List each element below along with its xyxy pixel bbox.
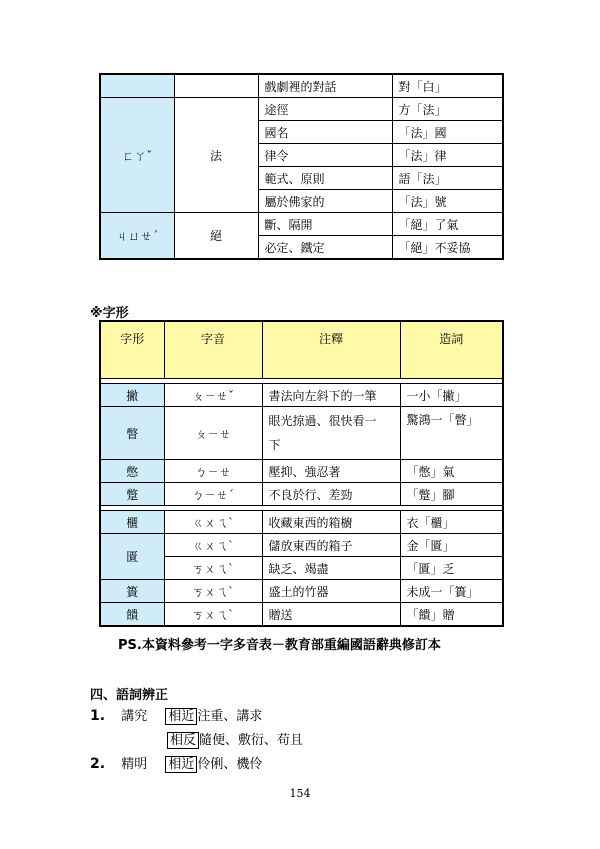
header-glyph: 字形 [100, 321, 164, 379]
char-cell: 絕 [174, 213, 258, 260]
word-cell: 「蹩」腳 [400, 483, 503, 506]
table-row [100, 534, 503, 557]
note-cell [262, 407, 400, 460]
table-row [100, 580, 503, 603]
table-row [100, 384, 503, 407]
glyph-cell: 櫃 [100, 511, 164, 534]
glyph-cell: 撇 [100, 384, 164, 407]
word-cell: 一小「撇」 [400, 384, 503, 407]
item-number: 2. [90, 756, 106, 772]
glyph-cell: 匱 [100, 534, 164, 580]
word-cell: 驚鴻一「瞥」 [400, 407, 503, 460]
list-item [90, 705, 262, 724]
meaning-cell: 斷、隔開 [258, 213, 392, 236]
relation-text: 伶俐、機伶 [197, 757, 263, 772]
meaning-cell: 範式、原則 [258, 167, 392, 190]
page-number: 154 [289, 787, 311, 800]
header-sound: 字音 [164, 321, 262, 379]
item-word: 精明 [121, 757, 148, 772]
word-cell: 「饋」贈 [400, 603, 503, 627]
word-cell: 「法」號 [392, 190, 503, 213]
meaning-cell: 屬於佛家的 [258, 190, 392, 213]
section4-heading: 四、語詞辨正 [90, 688, 169, 703]
glyph-cell: 憋 [100, 460, 164, 483]
word-cell: 未成一「簣」 [400, 580, 503, 603]
meaning-cell: 戲劇裡的對話 [258, 74, 392, 98]
sound-cell: ㄎㄨㄟˋ [164, 603, 262, 627]
relation-tag: 相近 [165, 756, 197, 773]
meaning-cell: 途徑 [258, 98, 392, 121]
meaning-cell: 國名 [258, 121, 392, 144]
sound-cell: ㄎㄨㄟˋ [164, 580, 262, 603]
reference-note: PS.本資料參考一字多音表－教育部重編國語辭典修訂本 [118, 638, 441, 653]
table-row [100, 483, 503, 506]
list-item [167, 729, 303, 748]
note-cell: 盛土的竹器 [262, 580, 400, 603]
glyph-table [99, 320, 504, 627]
header-note: 注釋 [262, 321, 400, 379]
word-cell: 對「白」 [392, 74, 503, 98]
word-cell: 「法」國 [392, 121, 503, 144]
word-cell: 衣「櫃」 [400, 511, 503, 534]
header-word: 造詞 [400, 321, 503, 379]
meaning-cell: 必定、鐵定 [258, 236, 392, 260]
char-cell [174, 74, 258, 98]
note-line: 下 [268, 438, 281, 452]
relation-tag: 相反 [167, 732, 199, 749]
word-cell: 「法」律 [392, 144, 503, 167]
relation-tag: 相近 [165, 708, 197, 725]
word-cell: 「憋」氣 [400, 460, 503, 483]
item-word: 講究 [121, 709, 148, 724]
sound-cell: ㄎㄨㄟˋ [164, 557, 262, 580]
table-row [100, 98, 503, 121]
note-cell: 書法向左斜下的一筆 [262, 384, 400, 407]
note-line: 眼光掠過、很快看一 [268, 414, 377, 428]
sound-cell: ㄅㄧㄝ [164, 460, 262, 483]
sound-cell: ㄍㄨㄟˋ [164, 511, 262, 534]
glyph-cell: 蹩 [100, 483, 164, 506]
glyph-cell: 饋 [100, 603, 164, 627]
note-cell: 收藏東西的箱櫥 [262, 511, 400, 534]
table-row [100, 511, 503, 534]
note-cell: 缺乏、竭盡 [262, 557, 400, 580]
word-cell: 「絕」了氣 [392, 213, 503, 236]
sound-cell: ㄆㄧㄝ [164, 407, 262, 460]
word-cell: 「絕」不妥協 [392, 236, 503, 260]
table-row [100, 74, 503, 98]
table-row [100, 213, 503, 236]
sound-cell: ㄍㄨㄟˋ [164, 534, 262, 557]
char-cell: 法 [174, 98, 258, 213]
note-cell: 贈送 [262, 603, 400, 627]
glyph-section-heading: ※字形 [90, 306, 129, 321]
sound-cell: ㄆㄧㄝˇ [164, 384, 262, 407]
glyph-cell: 瞥 [100, 407, 164, 460]
zhuyin-cell: ㄐㄩㄝˊ [100, 213, 174, 260]
word-cell: 「匱」乏 [400, 557, 503, 580]
table-header-row [100, 321, 503, 379]
relation-text: 注重、講求 [197, 709, 263, 724]
table-row [100, 460, 503, 483]
glyph-cell: 簣 [100, 580, 164, 603]
pronunciation-table [99, 73, 504, 260]
zhuyin-cell [100, 74, 174, 98]
meaning-cell: 律令 [258, 144, 392, 167]
word-cell: 語「法」 [392, 167, 503, 190]
table-row [100, 603, 503, 627]
item-number: 1. [90, 708, 106, 724]
table-row [100, 407, 503, 460]
sound-cell: ㄅㄧㄝˊ [164, 483, 262, 506]
word-cell: 金「匱」 [400, 534, 503, 557]
list-item [90, 753, 262, 772]
word-cell: 方「法」 [392, 98, 503, 121]
zhuyin-cell: ㄈㄚˇ [100, 98, 174, 213]
note-cell: 壓抑、強忍著 [262, 460, 400, 483]
note-cell: 不良於行、差勁 [262, 483, 400, 506]
note-cell: 儲放東西的箱子 [262, 534, 400, 557]
relation-text: 隨便、敷衍、苟且 [199, 733, 304, 748]
